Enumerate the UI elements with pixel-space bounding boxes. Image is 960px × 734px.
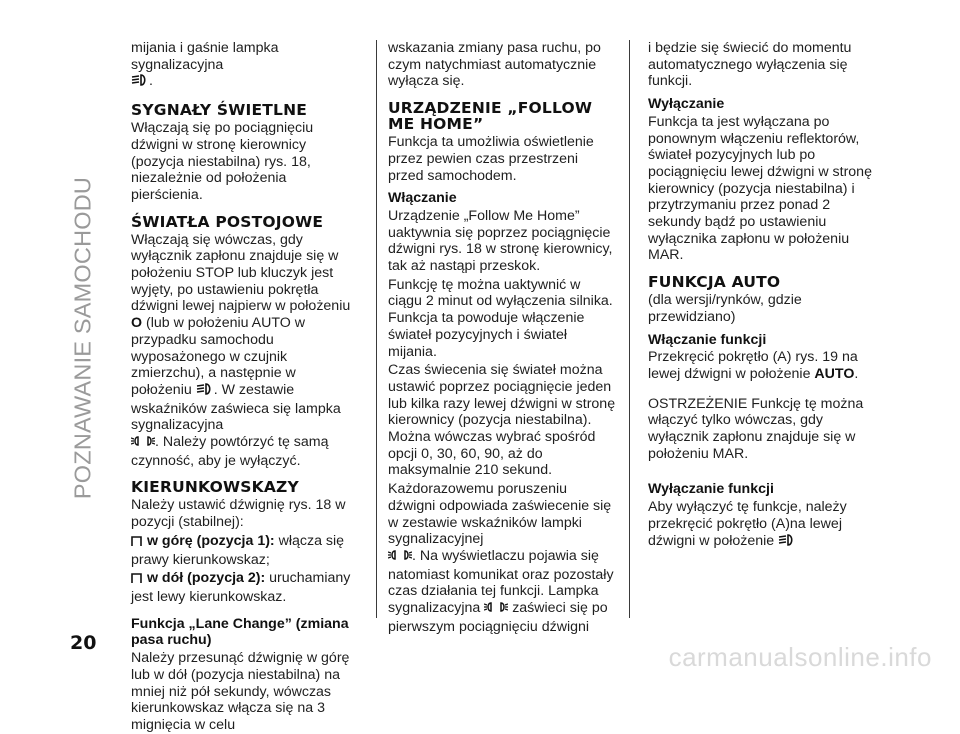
heading-wlaczanie-funkcji: Włączanie funkcji — [648, 331, 767, 348]
heading-lane-change: Funkcja „Lane Change” (zmiana pasa ruchu) — [131, 615, 349, 649]
paragraph-follow: Funkcja ta umożliwia oświetlenie przez pewien czas przestrzeni przed samochodem. — [388, 134, 594, 184]
paragraph-wylaczanie-funkcji — [648, 499, 876, 551]
paragraph-warning: OSTRZEŻENIE Funkcję tę można włączyć tylko wówczas, gdy wyłącznik zapłonu znajduje się w położeniu MAR. — [648, 395, 864, 462]
wlaczanie-funkcji-text: Przekręcić pokrętło (A) rys. 19 na lewej dźwigni w położenie — [648, 349, 858, 382]
low-beam-headlight-icon — [131, 73, 149, 92]
column-divider — [629, 40, 630, 618]
paragraph-kierunkowskazy: Należy ustawić dźwignię rys. 18 w pozycji (stabilnej): — [131, 497, 346, 531]
wlaczanie-4-text-a: Każdorazowemu poruszeniu dźwigni odpowiada zaświecenie się w zestawie wskaźników lampki sygnalizacyjnej — [388, 481, 612, 548]
column-divider — [376, 40, 377, 618]
turn-arrow-icon — [131, 572, 143, 589]
section-side-title: POZNAWANIE SAMOCHODU — [69, 176, 96, 500]
intro-text: mijania i gaśnie lampka sygnalizacyjna — [131, 40, 279, 73]
side-lights-icon — [484, 600, 508, 619]
paragraph-auto-note: (dla wersji/rynków, gdzie przewidziano) — [648, 292, 802, 325]
position-o-symbol: O — [131, 315, 143, 332]
paragraph-wlaczanie-3: Czas świecenia się świateł można ustawić poprzez pociągnięcie jeden lub kilka razy lewej dźwigni w stronę kierownicy (pozycja niestabilna). Można wówczas wybrać spośród opcji 0, 30, 60, 90, aż do maksymalnie 210 sekund. — [388, 362, 616, 479]
heading-postojowe: ŚWIATŁA POSTOJOWE — [131, 212, 324, 231]
side-lights-icon — [388, 548, 412, 567]
heading-sygnaly: SYGNAŁY ŚWIETLNE — [131, 101, 308, 120]
paragraph-wlaczanie-1: Urządzenie „Follow Me Home” uaktywnia się poprzez pociągnięcie dźwigni rys. 18 w stronę kierownicy, tak aż nastąpi przeskok. — [388, 207, 613, 275]
turn-arrow-icon — [131, 535, 143, 552]
paragraph-intro — [131, 40, 359, 92]
postojowe-text-c: . W zestawie wskaźników zaświeca się lampka sygnalizacyjna — [131, 381, 341, 434]
paragraph-sygnaly: Włączają się po pociągnięciu dźwigni w stronę kierownicy (pozycja niestabilna) rys. 18, niezależnie od położenia pierścienia. — [131, 120, 314, 203]
column-1 — [131, 40, 359, 734]
heading-funkcja-auto: FUNKCJA AUTO — [648, 273, 781, 292]
bullet-up-text: włącza się prawy kierunkowskaz; — [131, 532, 345, 568]
intro-end: . — [149, 73, 153, 90]
paragraph-lane-change: Należy przesunąć dźwignię w górę lub w dół (pozycja niestabilna) na mniej niż pół sekundy, wówczas kierunkowskaz włącza się na 3 mignięcia w celu — [131, 650, 350, 733]
page-number: 20 — [70, 632, 97, 654]
wlaczanie-4-text-c: zaświeci się po pierwszym pociągnięciu dźwigni — [388, 600, 608, 635]
paragraph-postojowe — [131, 232, 359, 470]
paragraph-wylaczanie: Funkcja ta jest wyłączana po ponownym włączeniu reflektorów, świateł pozycyjnych lub po pociągnięciu lewej dźwigni w stronę kierownicy (pozycja niestabilna) i przytrzymaniu przez ponad 2 sekundy bądź po ustawieniu wyłącznika zapłonu w położeniu MAR. — [648, 113, 872, 264]
low-beam-headlight-icon — [196, 382, 214, 401]
heading-wlaczanie: Włączanie — [388, 190, 457, 207]
low-beam-headlight-icon — [778, 533, 796, 552]
bullet-down-text: uruchamiany jest lewy kierunkowskaz. — [131, 570, 351, 605]
heading-follow-me-home: URZĄDZENIE „FOLLOW ME HOME” — [388, 99, 593, 134]
wlaczanie-4-text-b: . Na wyświetlaczu pojawia się natomiast komunikat oraz pozostały czas działania tej funkcji. Lampka sygnalizacyjna — [388, 547, 614, 617]
wlaczanie-funkcji-end: . — [854, 365, 859, 382]
column-3 — [648, 40, 876, 551]
bullet-up-label: w górę (pozycja 1): — [146, 532, 275, 549]
bullet-down-label: w dół (pozycja 2): — [146, 570, 266, 587]
heading-wylaczanie-funkcji: Wyłączanie funkcji — [648, 481, 774, 498]
postojowe-text-d: . Należy powtórzyć tę samą czynność, aby je wyłączyć. — [131, 434, 329, 469]
paragraph-wlaczanie-2: Funkcję tę można uaktywnić w ciągu 2 minut od wyłączenia silnika. Funkcja ta powoduje włączenie świateł pozycyjnych i świateł mijania. — [388, 276, 613, 360]
list-item — [131, 570, 359, 605]
watermark: carmanualsonline.info — [668, 642, 932, 672]
list-item — [131, 533, 359, 568]
postojowe-text-a: Włączają się wówczas, gdy wyłącznik zapłonu znajduje się w położeniu STOP lub kluczyk jest wyjęty, po ustawieniu pokrętła dźwigni lewej najpierw w położeniu — [131, 231, 351, 315]
side-lights-icon — [131, 434, 155, 453]
heading-wylaczanie: Wyłączanie — [648, 96, 725, 113]
paragraph-continued: i będzie się świecić do momentu automatycznego wyłączenia się funkcji. — [648, 40, 852, 90]
paragraph-wlaczanie-4 — [388, 481, 616, 635]
column-2 — [388, 40, 616, 636]
postojowe-text-b: (lub w położeniu AUTO w przypadku samochodu wyposażonego w czujnik zmierzchu), a następnie w położeniu — [131, 315, 306, 398]
paragraph-wlaczanie-funkcji — [648, 349, 876, 382]
paragraph-continued: wskazania zmiany pasa ruchu, po czym natychmiast automatycznie wyłącza się. — [388, 40, 601, 90]
wylaczanie-funkcji-text: Aby wyłączyć tę funkcje, należy przekręcić pokrętło (A)na lewej dźwigni w położenie — [648, 499, 847, 549]
heading-kierunkowskazy: KIERUNKOWSKAZY — [131, 478, 299, 497]
auto-position-label: AUTO — [814, 365, 855, 382]
